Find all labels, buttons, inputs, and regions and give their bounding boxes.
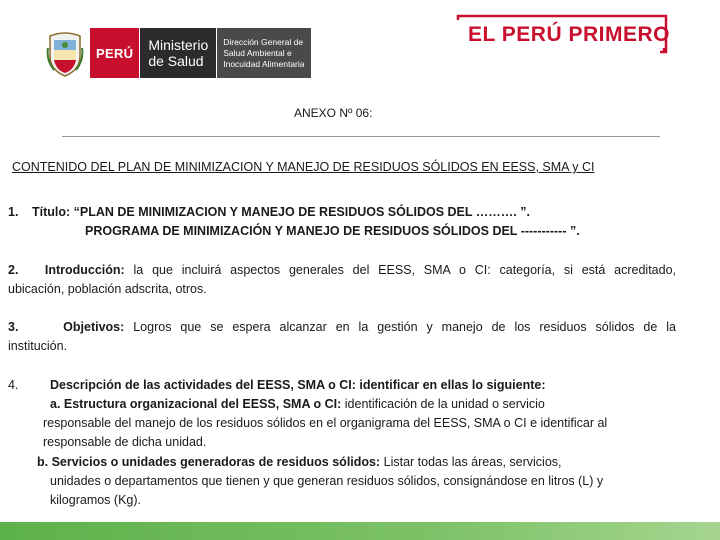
footer-bar (0, 522, 720, 540)
item4-number: 4. (8, 378, 19, 392)
contenido-heading: CONTENIDO DEL PLAN DE MINIMIZACION Y MANEJO DE RESIDUOS SÓLIDOS EN EESS, SMA y CI (12, 160, 595, 174)
item4-heading: Descripción de las actividades del EESS, SMA o CI: identificar en ellas lo siguiente: (50, 378, 546, 392)
coat-of-arms-icon (46, 28, 84, 78)
minsa-logo (46, 26, 311, 80)
ministerio-label: Ministerio de Salud (139, 28, 216, 78)
peru-label: PERÚ (90, 28, 139, 78)
item4a-line1: a. Estructura organizacional del EESS, SMA o CI: identificación de la unidad o servicio (50, 397, 545, 411)
item2-line1: 2. Introducción: la que incluirá aspectos generales del EESS, SMA o CI: categoría, si está acreditado, (8, 263, 677, 277)
item4a-line3: responsable de dicha unidad. (43, 435, 207, 449)
item1-line2: PROGRAMA DE MINIMIZACIÓN Y MANEJO DE RESIDUOS SÓLIDOS DEL ----------- ”. (85, 224, 580, 238)
item2-line2: ubicación, población adscrita, otros. (8, 282, 207, 296)
item4b-line3: kilogramos (Kg). (50, 493, 141, 507)
direccion-label: Dirección General de Salud Ambiental e Inocuidad Alimentaria (216, 28, 310, 78)
item1-number: 1. (8, 205, 19, 219)
brand-text: EL PERÚ PRIMERO (468, 23, 670, 46)
item4a-line2: responsable del manejo de los residuos sólidos en el organigrama del EESS, SMA o CI e identificar al (43, 416, 608, 430)
brand-logo (454, 14, 668, 54)
divider (62, 136, 660, 137)
item3-line2: institución. (8, 339, 68, 353)
anexo-title: ANEXO Nº 06: (294, 106, 373, 120)
item4b-line1: b. Servicios o unidades generadoras de residuos sólidos: Listar todas las áreas, servicios, (37, 455, 562, 469)
item4b-line2: unidades o departamentos que tienen y que generan residuos sólidos, consignándose en litros (L) y (50, 474, 604, 488)
item3-line1: 3. Objetivos: Logros que se espera alcanzar en la gestión y manejo de los residuos sólidos de la (8, 320, 676, 334)
item1-line1: Título: “PLAN DE MINIMIZACION Y MANEJO DE RESIDUOS SÓLIDOS DEL ………. ”. (32, 205, 530, 219)
